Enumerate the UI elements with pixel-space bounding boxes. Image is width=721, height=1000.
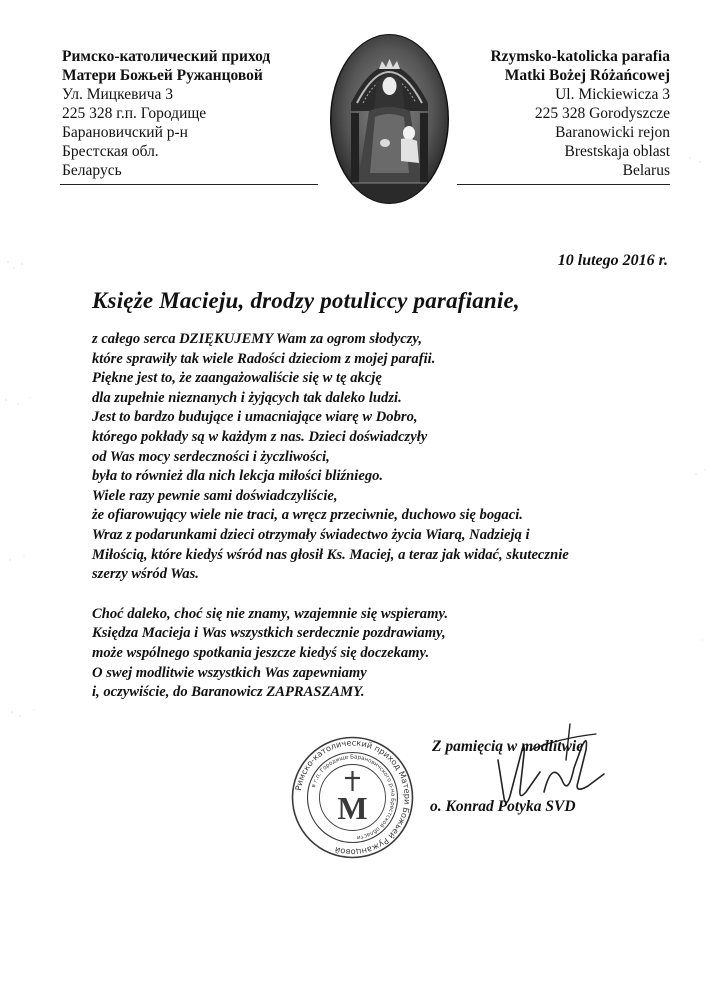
header-left-name-line1: Римско-католический приход — [62, 48, 271, 65]
letter-date: 10 lutego 2016 r. — [557, 252, 668, 269]
header-right-name-line2: Matki Bożej Różańcowej — [504, 67, 670, 84]
header-left-street: Ул. Мицкевича 3 — [62, 86, 174, 103]
header-left-country: Беларусь — [62, 162, 122, 179]
header-left-name-line2: Матери Божьей Ружанцовой — [62, 67, 263, 84]
letter-salutation: Księże Macieju, drodzy potuliccy parafianie, — [92, 288, 520, 313]
body-line: Choć daleko, choć się nie znamy, wzajemnie się wspieramy. — [92, 605, 449, 622]
closing-phrase: Z pamięcią w modlitwie — [432, 738, 584, 755]
body-line: Miłością, które kiedyś wśród nas głosił Ks. Maciej, a teraz jak widać, skutecznie — [92, 546, 569, 563]
stamp-monogram: M — [337, 790, 368, 826]
header-right-street: Ul. Mickiewicza 3 — [555, 86, 670, 103]
body-line: była to również dla nich lekcja miłości bliźniego. — [92, 468, 384, 485]
body-line: z całego serca DZIĘKUJEMY Wam za ogrom słodyczy, — [92, 331, 422, 347]
body-line: od Was mocy serdeczności i życzliwości, — [92, 448, 330, 465]
stamp-ring-text: Римско-католический приход Матери Божьей Ружанцовой — [292, 737, 413, 858]
body-line: Księdza Macieja i Was wszystkich serdecznie pozdrawiamy, — [92, 625, 446, 642]
header-right-district: Baranowicki rejon — [555, 124, 670, 141]
header-right-postal: 225 328 Gorodyszcze — [534, 105, 670, 122]
header-left-postal: 225 328 г.п. Городище — [62, 105, 207, 122]
body-line: może wspólnego spotkania jeszcze kiedyś się doczekamy. — [92, 644, 430, 661]
body-line: szerzy wśród Was. — [92, 566, 199, 583]
body-line: i, oczywiście, do Baranowicz ZAPRASZAMY. — [92, 684, 365, 701]
body-line: Piękne jest to, że zaangażowaliście się w tę akcję — [92, 370, 382, 387]
header-left-district: Барановичский р-н — [62, 124, 188, 141]
body-line: Wiele razy pewnie sami doświadczyliście, — [92, 487, 338, 504]
header-right-country: Belarus — [622, 162, 670, 179]
body-line: że ofiarowujący wiele nie traci, a wręcz przeciwnie, duchowo się bogaci. — [92, 507, 523, 524]
stamp-inner-text: в г.п. Городище Барановичского р-на Брестской области — [310, 754, 396, 841]
body-line: Wraz z podarunkami dzieci otrzymały świadectwo życia Wiarą, Nadzieją i — [92, 526, 530, 543]
body-line: O swej modlitwie wszystkich Was zapewniamy — [92, 664, 367, 681]
body-line: które sprawiły tak wiele Radości dzieciom z mojej parafii. — [92, 350, 436, 367]
body-line: dla zupełnie nieznanych i żyjących tak daleko ludzi. — [92, 389, 402, 406]
body-line: którego pokłady są w każdym z nas. Dzieci doświadczyły — [92, 428, 428, 445]
body-line: Jest to bardzo budujące i umacniające wiarę w Dobro, — [92, 409, 418, 426]
signer-name: o. Konrad Potyka SVD — [430, 798, 576, 815]
header-right-name-line1: Rzymsko-katolicka parafia — [490, 48, 670, 65]
header-left-region: Брестская обл. — [62, 143, 159, 160]
header-right-region: Brestskaja oblast — [564, 143, 670, 160]
